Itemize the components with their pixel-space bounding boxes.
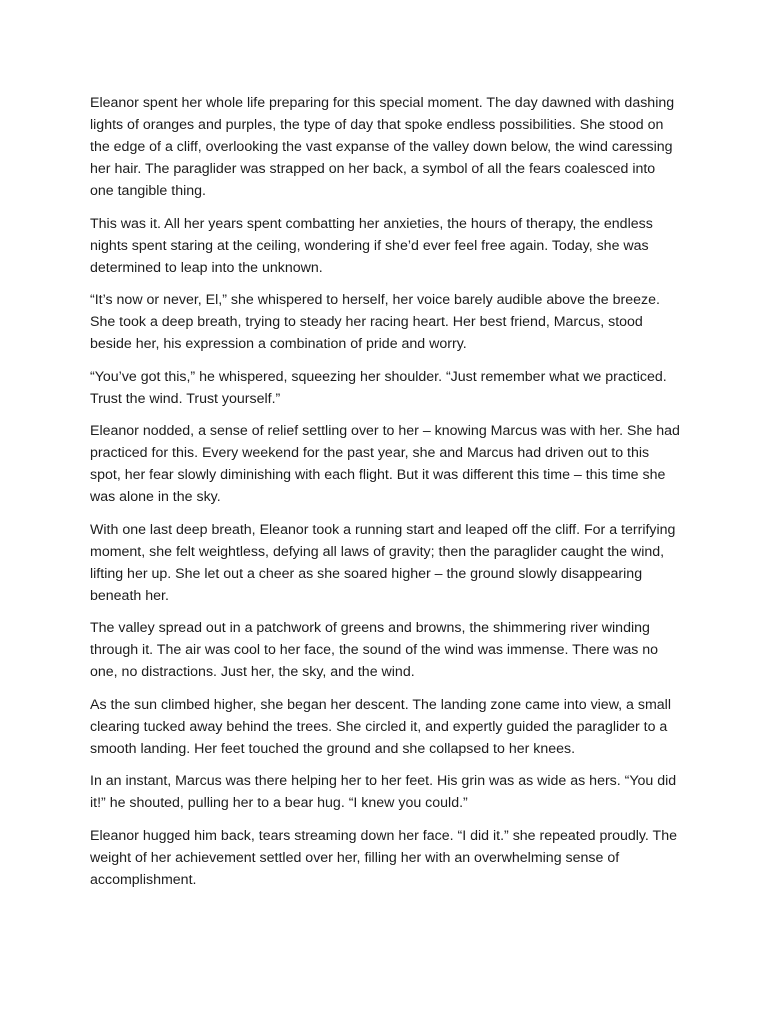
- paragraph-1: Eleanor spent her whole life preparing for this special moment. The day dawned with dashing lights of oranges and purples, the type of day that spoke endless possibilities. She stood on the edge of a cliff, overlooking the vast expanse of the valley down below, the wind caressing her hair. The paraglider was strapped on her back, a symbol of all the fears coalesced into one tangible thing.: [90, 95, 675, 199]
- paragraph-9: In an instant, Marcus was there helping her to her feet. His grin was as wide as hers. “You did it!” he shouted, pulling her to a bear hug. “I knew you could.”: [90, 773, 677, 811]
- paragraph-3: “It’s now or never, El,” she whispered to herself, her voice barely audible above the breeze. She took a deep breath, trying to steady her racing heart. Her best friend, Marcus, stood beside her, his expression a combination of pride and worry.: [90, 292, 660, 352]
- paragraph-2: This was it. All her years spent combatting her anxieties, the hours of therapy, the endless nights spent staring at the ceiling, wondering if she’d ever feel free again. Today, she was determined to leap into the unknown.: [90, 215, 653, 276]
- paragraph-5: Eleanor nodded, a sense of relief settling over to her – knowing Marcus was with her. She had practiced for this. Every weekend for the past year, she and Marcus had driven out to this spot, her fear slowly diminishing with each flight. But it was different this time – this time she was alone in the sky.: [90, 423, 680, 505]
- paragraph-10: Eleanor hugged him back, tears streaming down her face. “I did it.” she repeated proudly. The weight of her achievement settled over her, filling her with an overwhelming sense of accomplishment.: [90, 827, 678, 888]
- paragraph-7: The valley spread out in a patchwork of greens and browns, the shimmering river winding through it. The air was cool to her face, the sound of the wind was immense. There was no one, no distractions. Just her, the sky, and the wind.: [90, 620, 659, 680]
- paragraph-8: As the sun climbed higher, she began her descent. The landing zone came into view, a small clearing tucked away behind the trees. She circled it, and expertly guided the paraglider to a smooth landing. Her feet touched the ground and she collapsed to her knees.: [90, 696, 671, 757]
- paragraph-6: With one last deep breath, Eleanor took a running start and leaped off the cliff. For a terrifying moment, she felt weightless, defying all laws of gravity; then the paraglider caught the wind, lifting her up. She let out a cheer as she soared higher – the ground slowly disappearing beneath her.: [90, 521, 676, 604]
- document-body: [90, 92, 680, 901]
- paragraph-4: “You’ve got this,” he whispered, squeezing her shoulder. “Just remember what we practiced. Trust the wind. Trust yourself.”: [90, 368, 667, 407]
